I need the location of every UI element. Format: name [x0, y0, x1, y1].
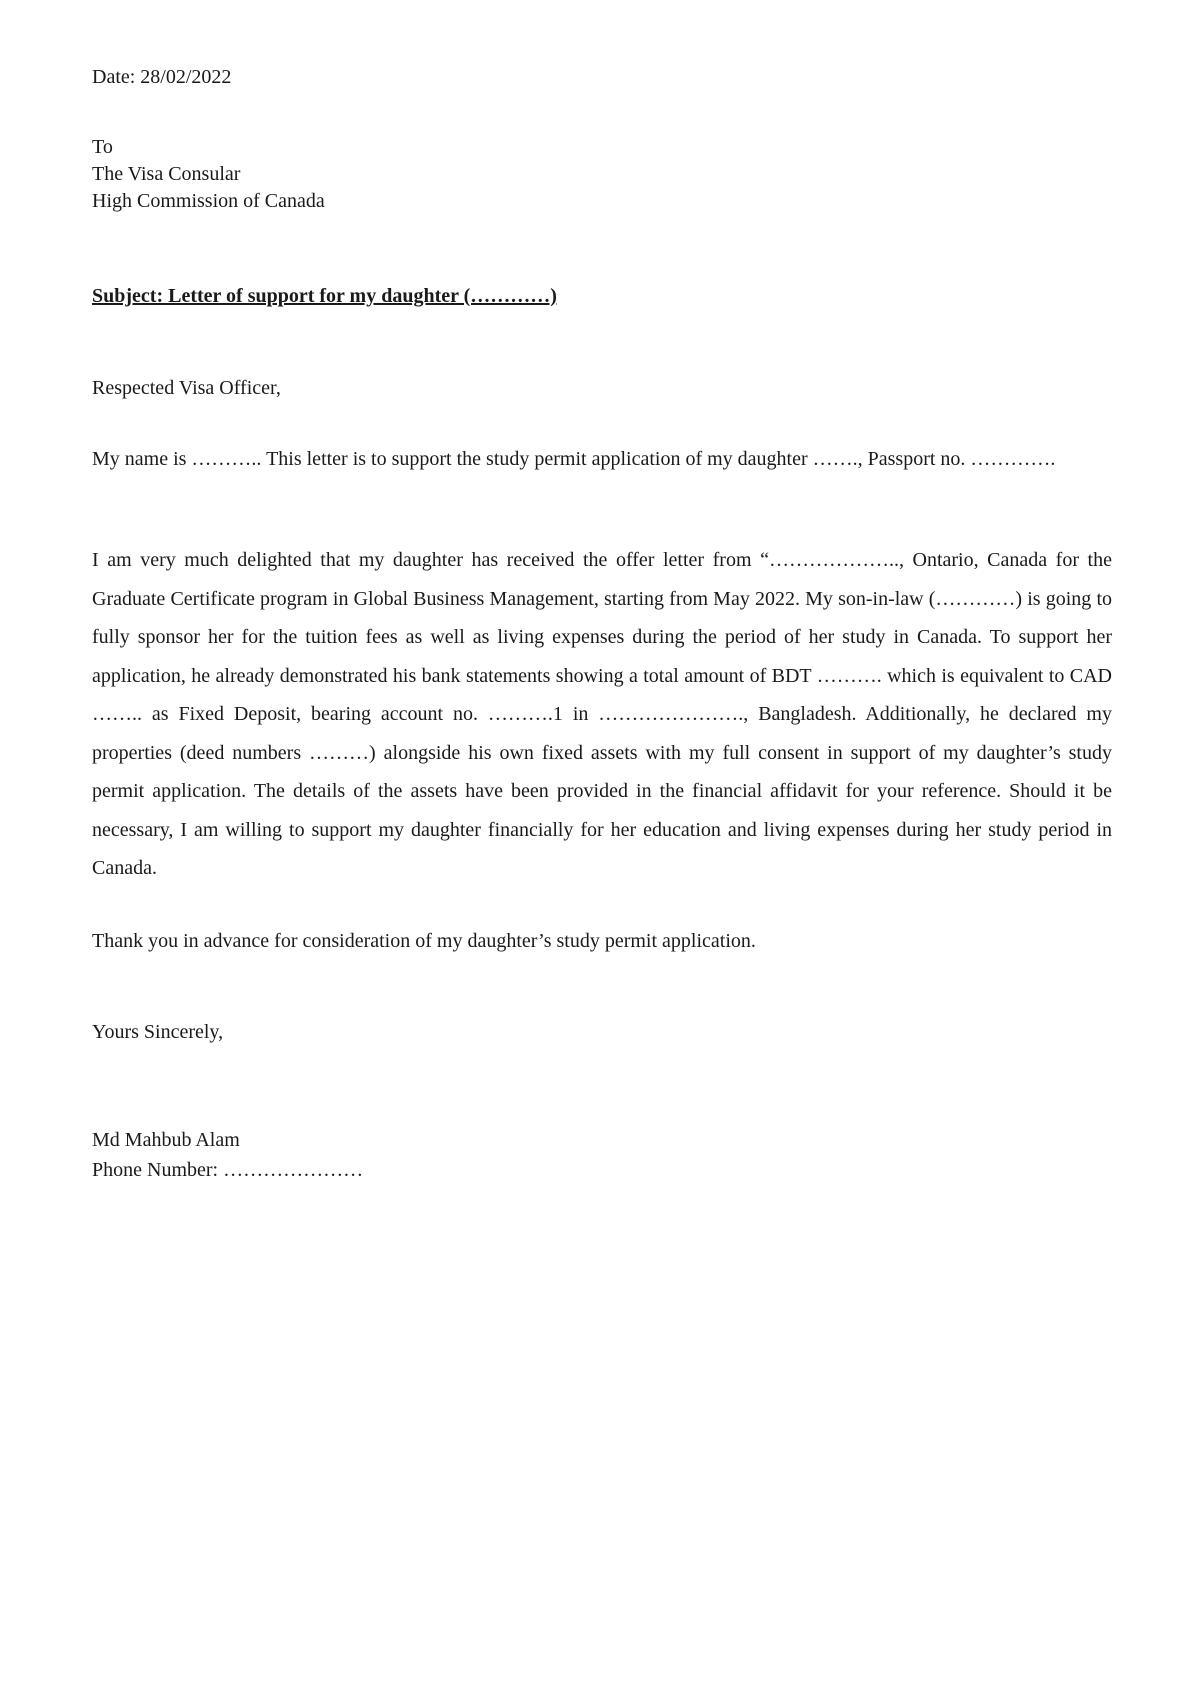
recipient-to: To [92, 136, 113, 158]
recipient-line-1: The Visa Consular [92, 163, 241, 185]
letter-closing: Yours Sincerely, [92, 1021, 224, 1043]
thanks-line: Thank you in advance for consideration of my daughter’s study permit application. [92, 930, 756, 952]
signer-name: Md Mahbub Alam [92, 1129, 240, 1151]
body-paragraph-1: My name is ……….. This letter is to support the study permit application of my daughter ……., Passport no. …………. [92, 448, 1056, 470]
recipient-line-2: High Commission of Canada [92, 190, 325, 212]
body-paragraph-2: I am very much delighted that my daughter has received the offer letter from “……………….., Ontario, Canada for the Graduate Certificate program in Global Business Management, starting from May 2022. My son-in-law (…………) is going to fully sponsor her for the tuition fees as well as living expenses during the period of her study in Canada. To support her application, he already demonstrated his bank statements showing a total amount of BDT ………. which is equivalent to CAD …….. as Fixed Deposit, bearing account no. ……….1 in …………………., Bangladesh. Additionally, he declared my properties (deed numbers ………) alongside his own fixed assets with my full consent in support of my daughter’s study permit application. The details of the assets have been provided in the financial affidavit for your reference. Should it be necessary, I am willing to support my daughter financially for her education and living expenses during her study period in Canada. [92, 549, 1112, 879]
signer-phone: Phone Number: ………………… [92, 1159, 364, 1181]
signature-block [92, 1125, 1112, 1185]
letter-subject: Subject: Letter of support for my daughter (…………) [92, 285, 557, 307]
letter-salutation: Respected Visa Officer, [92, 377, 281, 399]
recipient-address [92, 134, 1112, 215]
letter-date: Date: 28/02/2022 [92, 66, 232, 88]
